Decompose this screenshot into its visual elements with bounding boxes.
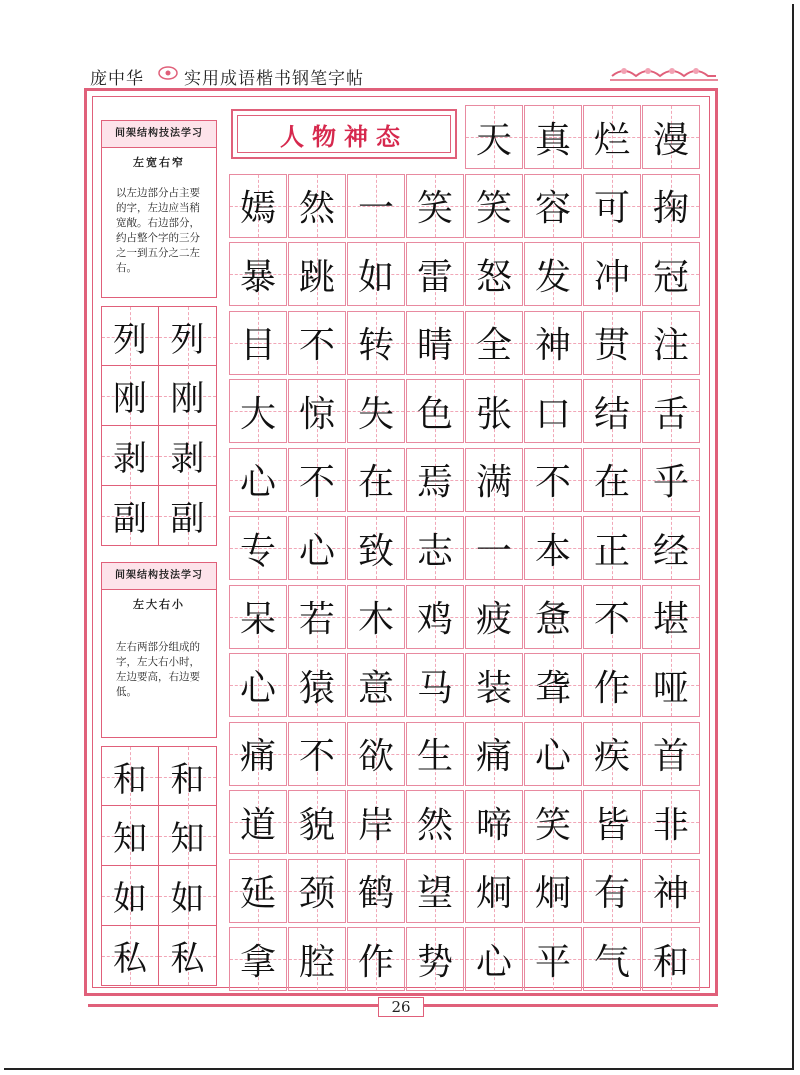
practice-cell: 掬 bbox=[642, 174, 700, 238]
practice-row bbox=[229, 790, 703, 854]
practice-row bbox=[101, 486, 217, 546]
practice-cell: 心 bbox=[524, 722, 582, 786]
practice-grid-2 bbox=[101, 746, 217, 986]
practice-row bbox=[101, 366, 217, 426]
practice-cell: 冲 bbox=[583, 242, 641, 306]
technique-description: 左右两部分组成的字，左大右小时，左边要高，右边要低。 bbox=[116, 641, 200, 698]
practice-cell: 笑 bbox=[406, 174, 464, 238]
practice-cell: 怒 bbox=[465, 242, 523, 306]
practice-cell: 颈 bbox=[288, 859, 346, 923]
practice-cell: 失 bbox=[347, 379, 405, 443]
flower-ornament-icon bbox=[158, 65, 178, 81]
section-title: 人物神态 bbox=[237, 115, 451, 153]
practice-cell: 惫 bbox=[524, 585, 582, 649]
practice-cell: 和 bbox=[642, 927, 700, 991]
practice-cell: 有 bbox=[583, 859, 641, 923]
practice-row bbox=[229, 174, 703, 238]
practice-cell: 然 bbox=[406, 790, 464, 854]
main-practice-area bbox=[229, 105, 703, 985]
practice-cell: 刚 bbox=[159, 366, 216, 425]
title-row bbox=[229, 105, 703, 169]
practice-cell: 大 bbox=[229, 379, 287, 443]
practice-cell: 天 bbox=[465, 105, 523, 169]
practice-row bbox=[229, 379, 703, 443]
practice-cell: 岸 bbox=[347, 790, 405, 854]
technique-subheading: 左大右小 bbox=[133, 598, 185, 611]
practice-row bbox=[101, 426, 217, 486]
practice-cell: 容 bbox=[524, 174, 582, 238]
practice-row bbox=[229, 859, 703, 923]
practice-cell: 平 bbox=[524, 927, 582, 991]
practice-cell: 列 bbox=[102, 307, 159, 366]
practice-cell: 副 bbox=[159, 486, 216, 545]
practice-cell: 私 bbox=[102, 926, 159, 985]
practice-cell: 意 bbox=[347, 653, 405, 717]
practice-grid-1 bbox=[101, 306, 217, 546]
practice-cell: 副 bbox=[102, 486, 159, 545]
technique-box-2 bbox=[101, 562, 217, 738]
practice-cell: 专 bbox=[229, 516, 287, 580]
practice-cell: 心 bbox=[229, 448, 287, 512]
practice-cell: 心 bbox=[465, 927, 523, 991]
practice-cell: 装 bbox=[465, 653, 523, 717]
practice-cell: 不 bbox=[288, 448, 346, 512]
practice-cell: 结 bbox=[583, 379, 641, 443]
practice-row bbox=[229, 722, 703, 786]
practice-cell: 呆 bbox=[229, 585, 287, 649]
practice-cell: 正 bbox=[583, 516, 641, 580]
practice-cell: 神 bbox=[524, 311, 582, 375]
practice-cell: 聋 bbox=[524, 653, 582, 717]
practice-cell: 不 bbox=[288, 311, 346, 375]
practice-cell: 作 bbox=[347, 927, 405, 991]
practice-row bbox=[101, 806, 217, 866]
practice-cell: 在 bbox=[347, 448, 405, 512]
header-title: 实用成语楷书钢笔字帖 bbox=[184, 69, 364, 89]
practice-cell: 笑 bbox=[465, 174, 523, 238]
technique-description: 以左边部分占主要的字，左边应当稍宽敞。右边部分，约占整个字的三分之一到五分之二左右。 bbox=[116, 187, 200, 274]
page-number-box bbox=[342, 995, 460, 1021]
practice-cell: 知 bbox=[102, 806, 159, 865]
technique-box-1 bbox=[101, 120, 217, 298]
practice-cell: 可 bbox=[583, 174, 641, 238]
practice-cell: 生 bbox=[406, 722, 464, 786]
practice-cell: 心 bbox=[229, 653, 287, 717]
practice-cell: 和 bbox=[102, 747, 159, 806]
practice-cell: 气 bbox=[583, 927, 641, 991]
practice-cell: 不 bbox=[583, 585, 641, 649]
practice-cell: 痛 bbox=[229, 722, 287, 786]
practice-cell: 色 bbox=[406, 379, 464, 443]
practice-cell: 私 bbox=[159, 926, 216, 985]
technique-heading: 间架结构技法学习 bbox=[102, 563, 216, 590]
practice-row bbox=[101, 306, 217, 366]
practice-cell: 木 bbox=[347, 585, 405, 649]
practice-cell: 延 bbox=[229, 859, 287, 923]
practice-row bbox=[229, 448, 703, 512]
practice-cell: 贯 bbox=[583, 311, 641, 375]
practice-cell: 发 bbox=[524, 242, 582, 306]
practice-cell: 满 bbox=[465, 448, 523, 512]
practice-cell: 欲 bbox=[347, 722, 405, 786]
practice-cell: 目 bbox=[229, 311, 287, 375]
practice-cell: 焉 bbox=[406, 448, 464, 512]
practice-cell: 嫣 bbox=[229, 174, 287, 238]
practice-cell: 势 bbox=[406, 927, 464, 991]
practice-cell: 鹤 bbox=[347, 859, 405, 923]
practice-cell: 真 bbox=[524, 105, 582, 169]
practice-cell: 注 bbox=[642, 311, 700, 375]
practice-cell: 不 bbox=[288, 722, 346, 786]
page-number: 26 bbox=[378, 997, 424, 1017]
practice-cell: 口 bbox=[524, 379, 582, 443]
practice-cell: 非 bbox=[642, 790, 700, 854]
practice-cell: 疲 bbox=[465, 585, 523, 649]
practice-cell: 志 bbox=[406, 516, 464, 580]
practice-cell: 冠 bbox=[642, 242, 700, 306]
practice-cell: 跳 bbox=[288, 242, 346, 306]
practice-cell: 炯 bbox=[524, 859, 582, 923]
practice-cell: 烂 bbox=[583, 105, 641, 169]
practice-cell: 不 bbox=[524, 448, 582, 512]
practice-cell: 啼 bbox=[465, 790, 523, 854]
practice-cell: 转 bbox=[347, 311, 405, 375]
technique-heading: 间架结构技法学习 bbox=[102, 121, 216, 148]
sidebar bbox=[101, 106, 217, 988]
practice-cell: 经 bbox=[642, 516, 700, 580]
practice-cell: 哑 bbox=[642, 653, 700, 717]
practice-cell: 惊 bbox=[288, 379, 346, 443]
practice-row bbox=[229, 585, 703, 649]
practice-cell: 腔 bbox=[288, 927, 346, 991]
practice-cell: 猿 bbox=[288, 653, 346, 717]
practice-cell: 貌 bbox=[288, 790, 346, 854]
practice-cell: 如 bbox=[159, 866, 216, 925]
practice-cell: 马 bbox=[406, 653, 464, 717]
practice-cell: 堪 bbox=[642, 585, 700, 649]
practice-cell: 拿 bbox=[229, 927, 287, 991]
practice-cell: 如 bbox=[102, 866, 159, 925]
practice-cell: 望 bbox=[406, 859, 464, 923]
practice-cell: 雷 bbox=[406, 242, 464, 306]
practice-cell: 剥 bbox=[159, 426, 216, 485]
practice-cell: 一 bbox=[465, 516, 523, 580]
practice-cell: 致 bbox=[347, 516, 405, 580]
floral-border-icon bbox=[610, 64, 718, 82]
practice-cell: 剥 bbox=[102, 426, 159, 485]
practice-cell: 一 bbox=[347, 174, 405, 238]
practice-cell: 作 bbox=[583, 653, 641, 717]
practice-cell: 然 bbox=[288, 174, 346, 238]
practice-cell: 本 bbox=[524, 516, 582, 580]
practice-cell: 暴 bbox=[229, 242, 287, 306]
practice-cell: 鸡 bbox=[406, 585, 464, 649]
practice-cell: 疾 bbox=[583, 722, 641, 786]
practice-row bbox=[229, 242, 703, 306]
practice-cell: 在 bbox=[583, 448, 641, 512]
practice-cell: 如 bbox=[347, 242, 405, 306]
practice-cell: 漫 bbox=[642, 105, 700, 169]
practice-cell: 知 bbox=[159, 806, 216, 865]
practice-cell: 睛 bbox=[406, 311, 464, 375]
practice-cell: 痛 bbox=[465, 722, 523, 786]
practice-cell: 刚 bbox=[102, 366, 159, 425]
practice-row bbox=[101, 926, 217, 986]
practice-cell: 皆 bbox=[583, 790, 641, 854]
practice-row bbox=[229, 516, 703, 580]
practice-cell: 张 bbox=[465, 379, 523, 443]
practice-cell: 首 bbox=[642, 722, 700, 786]
practice-cell: 心 bbox=[288, 516, 346, 580]
technique-subheading: 左宽右窄 bbox=[133, 156, 185, 169]
practice-cell: 列 bbox=[159, 307, 216, 366]
practice-row bbox=[101, 866, 217, 926]
practice-cell: 神 bbox=[642, 859, 700, 923]
header-author: 庞中华 bbox=[90, 69, 144, 89]
title-box bbox=[229, 105, 459, 163]
practice-cell: 和 bbox=[159, 747, 216, 806]
practice-cell: 笑 bbox=[524, 790, 582, 854]
practice-cell: 炯 bbox=[465, 859, 523, 923]
practice-row bbox=[229, 311, 703, 375]
practice-cell: 若 bbox=[288, 585, 346, 649]
practice-cell: 乎 bbox=[642, 448, 700, 512]
practice-row bbox=[229, 653, 703, 717]
practice-row bbox=[101, 746, 217, 806]
practice-cell: 全 bbox=[465, 311, 523, 375]
practice-cell: 道 bbox=[229, 790, 287, 854]
practice-row bbox=[229, 927, 703, 991]
practice-cell: 舌 bbox=[642, 379, 700, 443]
